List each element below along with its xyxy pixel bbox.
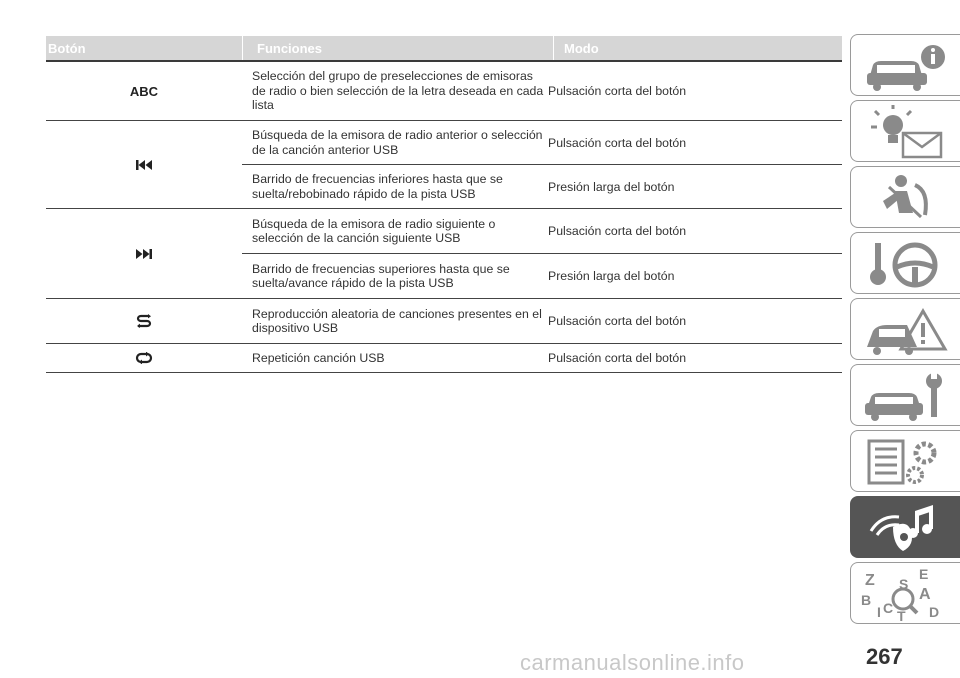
header-functions: Funciones [243,36,554,60]
function-text: Selección del grupo de preselecciones de emisoras de radio o bien selección de la letra deseada en cada lista [252,69,544,113]
tab-index[interactable] [850,562,960,624]
table-row [242,62,842,120]
repeat-button-cell [46,344,242,372]
index-letter: B [861,592,872,608]
tab-maintenance[interactable] [850,364,960,426]
table-row [242,164,842,208]
car-info-icon [859,39,953,93]
index-letter: S [899,576,909,592]
watermark: carmanualsonline.info [520,650,745,675]
next-button-cell [46,209,242,298]
index-letter: C [883,600,894,616]
table-row-repeat [46,344,842,373]
next-track-icon [135,248,153,260]
table-row-abc [46,62,842,121]
abc-button-cell [46,62,242,120]
table-row [242,299,842,343]
index-letter: T [897,608,906,621]
tab-emergency[interactable] [850,298,960,360]
airbag-seat-icon [859,171,953,225]
previous-button-cell [46,121,242,208]
mode-text: Pulsación corta del botón [548,84,687,98]
car-crash-icon [859,303,953,357]
function-text: Barrido de frecuencias superiores hasta que se suelta/avance rápido de la pista USB [252,261,510,290]
steering-key-icon [859,237,953,291]
mode-text: Pulsación corta del botón [548,314,687,328]
multimedia-icon [859,501,953,555]
tab-warning-lights[interactable] [850,100,960,162]
table-row [242,253,842,298]
mode-text: Pulsación corta del botón [548,224,687,238]
index-letter: E [919,567,929,582]
shuffle-button-cell [46,299,242,343]
previous-track-icon [135,159,153,171]
function-text: Búsqueda de la emisora de radio anterior o selección de la canción anterior USB [252,128,543,157]
warning-light-mail-icon [859,105,953,159]
table-row [242,344,842,372]
tab-multimedia[interactable] [850,496,960,558]
index-letter: Z [865,572,875,589]
specs-gear-icon [859,435,953,489]
table-row-shuffle [46,299,842,344]
mode-text: Pulsación corta del botón [548,351,687,365]
tab-safety[interactable] [850,166,960,228]
function-text: Reproducción aleatoria de canciones presentes en el dispositivo USB [252,306,542,335]
index-letter: D [929,604,940,620]
tab-starting-driving[interactable] [850,232,960,294]
index-letter: I [877,604,881,620]
header-button: Botón [46,36,243,60]
header-mode: Modo [564,40,599,56]
tab-technical-specs[interactable] [850,430,960,492]
mode-text: Presión larga del botón [548,269,675,283]
mode-text: Presión larga del botón [548,179,675,194]
function-text: Barrido de frecuencias inferiores hasta que se suelta/rebobinado rápido de la pista USB [252,172,503,201]
tab-car-info[interactable] [850,34,960,96]
mode-text: Pulsación corta del botón [548,135,687,150]
repeat-icon [135,352,153,364]
shuffle-icon [136,314,152,328]
table-header [46,36,842,62]
index-letter: A [919,586,931,603]
function-text: Búsqueda de la emisora de radio siguiente o selección de la canción siguiente USB [252,216,496,245]
table-row [242,209,842,253]
table-row-previous [46,121,842,209]
index-letters-icon [859,567,953,621]
car-wrench-icon [859,369,953,423]
abc-label: ABC [129,83,159,99]
page-number: 267 [866,644,903,669]
function-text: Repetición canción USB [252,350,385,365]
table-row-next [46,209,842,299]
table-row [242,121,842,164]
controls-table [46,36,842,373]
